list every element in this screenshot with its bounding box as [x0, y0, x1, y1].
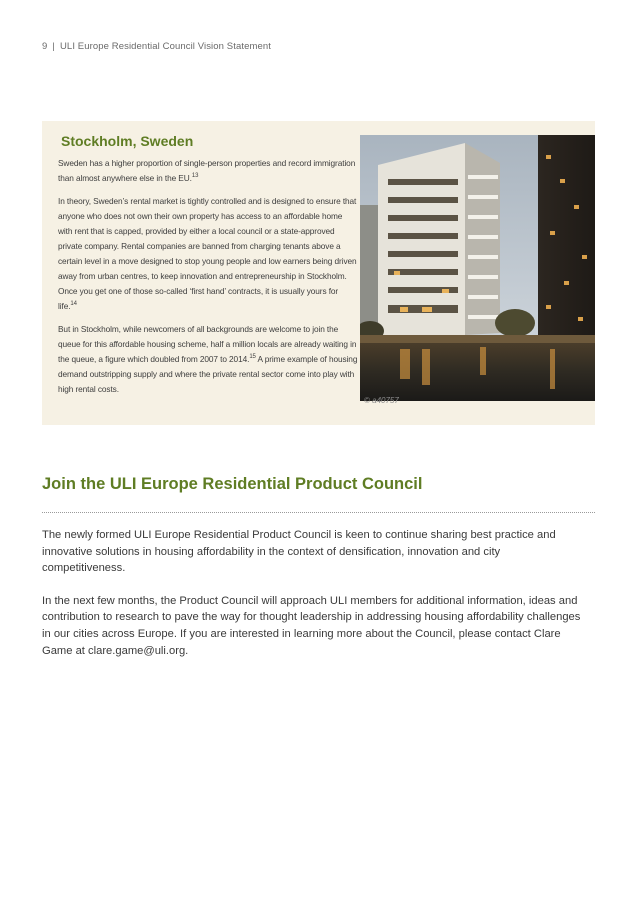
dotted-divider [42, 512, 595, 513]
footnote-ref: 13 [191, 173, 199, 179]
case-paragraph-1-text: Sweden has a higher proportion of single-person properties and record immigration than almost anywhere else in the EU. [58, 158, 356, 183]
join-paragraph-2: In the next few months, the Product Council will approach ULI members for additional information, ideas and contribution to research to pave the way for thought leadership in addressing housing affordability challenges in our cities across Europe. If you are interested in learning more about the Council, please contact Clare Game at clare.game@uli.org. [42, 594, 581, 657]
document-title: ULI Europe Residential Council Vision Statement [59, 41, 271, 52]
footnote-ref: 15 [249, 354, 256, 360]
header-separator: | [52, 41, 55, 52]
case-paragraph-1 [58, 156, 358, 186]
case-paragraph-3-text: But in Stockholm, while newcomers of all backgrounds are welcome to join the queue for this affordable housing scheme, half a million locals are already waiting in the queue, a figure which doubled from 2007 to 2014. [58, 324, 357, 364]
case-paragraph-3-text-cont: A prime example of housing demand outstripping supply and where the private rental sector come into play with high rental costs. [58, 354, 358, 394]
case-paragraph-2-text: In theory, Sweden’s rental market is tightly controlled and is designed to ensure that anyone who does not own their own property has access to an affordable home with rent that is capped, provided by either a local council or a state-approved private company. Rental companies are banned from charging tenants above a certain level in a move designed to stop young people and low earners being driven away from urban centres, to keep innovation and entrepreneurship in Stockholm. Once you get one of those so-called ‘first hand’ contracts, it is usually yours for life. [58, 196, 357, 311]
join-council-heading: Join the ULI Europe Residential Product Council [42, 475, 423, 493]
join-paragraph-1: The newly formed ULI Europe Residential Product Council is keen to continue sharing best practice and innovative solutions in housing affordability in the context of densification, innovation and city competitiveness. [42, 529, 556, 575]
join-council-body [42, 527, 582, 675]
case-paragraph-2 [58, 194, 358, 314]
case-study-text [58, 156, 358, 405]
running-header [42, 41, 271, 52]
footnote-ref: 14 [70, 301, 77, 307]
case-study-title: Stockholm, Sweden [61, 133, 194, 149]
case-paragraph-3 [58, 322, 358, 397]
stockholm-apartments-photo [360, 135, 595, 401]
page-number: 9 [42, 41, 48, 52]
photo-credit: © a40757 [364, 396, 399, 405]
case-study-box [42, 121, 595, 425]
